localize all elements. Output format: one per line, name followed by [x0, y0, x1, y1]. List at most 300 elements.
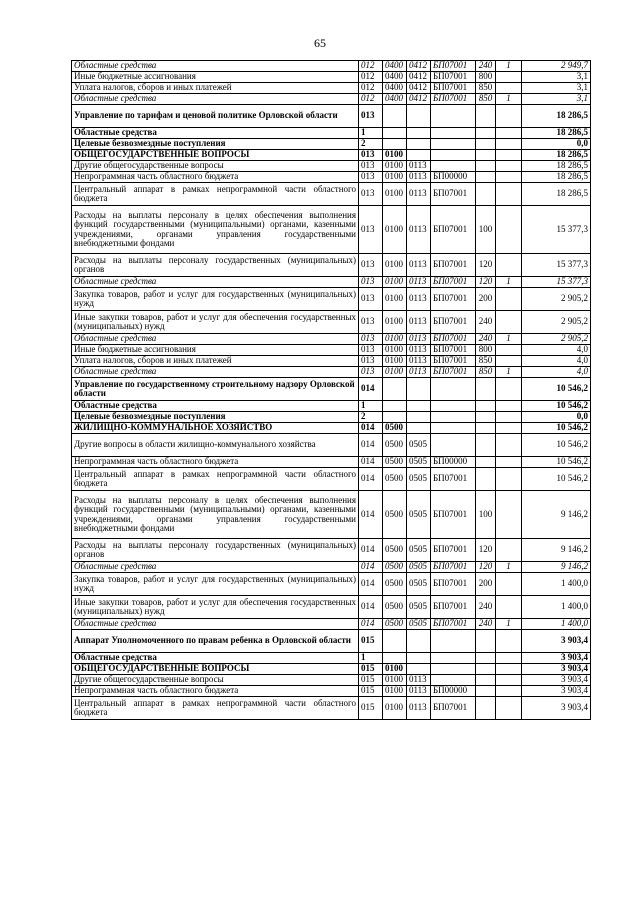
row-gr-code: 014 [359, 573, 383, 596]
row-funding-type [496, 468, 522, 491]
row-expense-type: 800 [476, 72, 496, 83]
row-subsection-code: 0113 [407, 345, 431, 356]
row-expense-type [476, 139, 496, 150]
row-target-article: БП07001 [431, 697, 476, 720]
row-gr-code: 014 [359, 468, 383, 491]
row-expense-type: 100 [476, 206, 496, 254]
row-name: Управление по тарифам и ценовой политике Орловской области [72, 105, 359, 128]
row-section-code: 0500 [383, 468, 407, 491]
row-name: Центральный аппарат в рамках непрограммной части областного бюджета [72, 697, 359, 720]
row-target-article: БП07001 [431, 334, 476, 345]
row-section-code: 0100 [383, 172, 407, 183]
row-name: Целевые безвозмездные поступления [72, 139, 359, 150]
table-row [72, 468, 591, 491]
row-amount: 18 286,5 [522, 128, 591, 139]
row-gr-code: 2 [359, 139, 383, 150]
row-amount: 3 903,4 [522, 630, 591, 653]
row-section-code [383, 128, 407, 139]
row-name: Другие общегосударственные вопросы [72, 675, 359, 686]
row-name: Расходы на выплаты персоналу в целях обеспечения выполнения функций государственными (муниципальными) органами, казенными учреждениями, органами управления государственными внебюджетными фондами [72, 491, 359, 539]
row-subsection-code: 0113 [407, 686, 431, 697]
row-funding-type: 1 [496, 334, 522, 345]
table-row [72, 334, 591, 345]
row-subsection-code: 0113 [407, 172, 431, 183]
row-subsection-code: 0113 [407, 311, 431, 334]
row-funding-type [496, 457, 522, 468]
row-amount: 9 146,2 [522, 491, 591, 539]
row-name: Центральный аппарат в рамках непрограммной части областного бюджета [72, 183, 359, 206]
row-section-code: 0100 [383, 288, 407, 311]
table-row [72, 378, 591, 401]
row-target-article [431, 423, 476, 434]
row-expense-type: 200 [476, 573, 496, 596]
row-target-article: БП07001 [431, 539, 476, 562]
row-section-code: 0400 [383, 94, 407, 105]
row-expense-type [476, 434, 496, 457]
row-expense-type [476, 172, 496, 183]
row-section-code: 0100 [383, 686, 407, 697]
row-subsection-code [407, 412, 431, 423]
table-row [72, 653, 591, 664]
row-name: Областные средства [72, 562, 359, 573]
row-target-article: БП07001 [431, 491, 476, 539]
row-section-code: 0100 [383, 183, 407, 206]
row-name: Целевые безвозмездные поступления [72, 412, 359, 423]
table-row [72, 128, 591, 139]
row-expense-type [476, 378, 496, 401]
row-name: Непрограммная часть областного бюджета [72, 686, 359, 697]
row-section-code: 0400 [383, 61, 407, 72]
row-subsection-code [407, 653, 431, 664]
row-subsection-code: 0113 [407, 288, 431, 311]
row-name: Уплата налогов, сборов и иных платежей [72, 356, 359, 367]
row-subsection-code: 0113 [407, 254, 431, 277]
row-name: Иные бюджетные ассигнования [72, 72, 359, 83]
row-subsection-code: 0113 [407, 277, 431, 288]
row-funding-type [496, 288, 522, 311]
row-section-code: 0100 [383, 675, 407, 686]
table-row [72, 254, 591, 277]
row-section-code [383, 412, 407, 423]
table-row [72, 423, 591, 434]
row-funding-type [496, 630, 522, 653]
row-expense-type [476, 423, 496, 434]
row-expense-type [476, 675, 496, 686]
row-section-code: 0500 [383, 491, 407, 539]
row-amount: 2 905,2 [522, 288, 591, 311]
row-amount: 4,0 [522, 345, 591, 356]
row-name: Закупка товаров, работ и услуг для государственных (муниципальных) нужд [72, 288, 359, 311]
row-amount: 3,1 [522, 94, 591, 105]
row-amount: 3 903,4 [522, 653, 591, 664]
row-funding-type [496, 697, 522, 720]
table-row [72, 664, 591, 675]
row-subsection-code [407, 128, 431, 139]
row-name: Непрограммная часть областного бюджета [72, 172, 359, 183]
row-target-article: БП07001 [431, 311, 476, 334]
row-gr-code: 015 [359, 686, 383, 697]
row-subsection-code: 0412 [407, 94, 431, 105]
row-subsection-code: 0412 [407, 83, 431, 94]
row-expense-type [476, 105, 496, 128]
row-target-article: БП00000 [431, 686, 476, 697]
table-row [72, 83, 591, 94]
row-funding-type [496, 105, 522, 128]
row-gr-code: 014 [359, 562, 383, 573]
row-subsection-code: 0505 [407, 468, 431, 491]
row-name: Управление по государственному строительному надзору Орловской области [72, 378, 359, 401]
row-subsection-code [407, 423, 431, 434]
row-amount: 10 546,2 [522, 434, 591, 457]
row-section-code [383, 630, 407, 653]
page-number: 65 [314, 36, 326, 50]
row-target-article: БП07001 [431, 367, 476, 378]
row-expense-type [476, 686, 496, 697]
row-subsection-code [407, 401, 431, 412]
row-expense-type: 240 [476, 596, 496, 619]
row-section-code [383, 378, 407, 401]
row-name: Закупка товаров, работ и услуг для государственных (муниципальных) нужд [72, 573, 359, 596]
row-target-article: БП07001 [431, 183, 476, 206]
row-amount: 0,0 [522, 139, 591, 150]
table-row [72, 675, 591, 686]
row-target-article [431, 675, 476, 686]
row-name: Областные средства [72, 367, 359, 378]
row-target-article [431, 128, 476, 139]
row-gr-code: 014 [359, 457, 383, 468]
row-target-article: БП07001 [431, 72, 476, 83]
row-gr-code: 013 [359, 288, 383, 311]
row-section-code: 0100 [383, 334, 407, 345]
row-amount: 3,1 [522, 72, 591, 83]
row-expense-type: 120 [476, 277, 496, 288]
row-expense-type: 850 [476, 83, 496, 94]
row-funding-type: 1 [496, 277, 522, 288]
row-expense-type [476, 630, 496, 653]
table-row [72, 277, 591, 288]
row-amount: 9 146,2 [522, 562, 591, 573]
row-section-code: 0100 [383, 367, 407, 378]
row-gr-code: 1 [359, 401, 383, 412]
row-funding-type [496, 345, 522, 356]
row-target-article [431, 105, 476, 128]
row-gr-code: 013 [359, 334, 383, 345]
row-funding-type [496, 183, 522, 206]
table-row [72, 573, 591, 596]
row-section-code: 0100 [383, 150, 407, 161]
table-row [72, 161, 591, 172]
row-amount: 10 546,2 [522, 378, 591, 401]
row-amount: 3 903,4 [522, 697, 591, 720]
row-funding-type [496, 653, 522, 664]
table-row [72, 356, 591, 367]
row-target-article [431, 664, 476, 675]
row-target-article [431, 150, 476, 161]
row-subsection-code: 0505 [407, 491, 431, 539]
row-funding-type: 1 [496, 367, 522, 378]
row-expense-type [476, 401, 496, 412]
row-target-article [431, 653, 476, 664]
row-funding-type [496, 83, 522, 94]
table-row [72, 697, 591, 720]
row-expense-type: 240 [476, 619, 496, 630]
table-row [72, 619, 591, 630]
row-section-code: 0100 [383, 356, 407, 367]
row-section-code [383, 401, 407, 412]
row-amount: 15 377,3 [522, 206, 591, 254]
row-gr-code: 013 [359, 172, 383, 183]
row-name: Областные средства [72, 61, 359, 72]
row-gr-code: 012 [359, 61, 383, 72]
row-funding-type [496, 412, 522, 423]
row-name: ОБЩЕГОСУДАРСТВЕННЫЕ ВОПРОСЫ [72, 664, 359, 675]
row-amount: 3 903,4 [522, 664, 591, 675]
table-row [72, 105, 591, 128]
row-name: Иные закупки товаров, работ и услуг для обеспечения государственных (муниципальных) нужд [72, 596, 359, 619]
row-section-code: 0500 [383, 539, 407, 562]
table-row [72, 94, 591, 105]
row-section-code: 0100 [383, 206, 407, 254]
row-section-code [383, 139, 407, 150]
row-funding-type [496, 675, 522, 686]
row-section-code: 0500 [383, 423, 407, 434]
row-subsection-code: 0505 [407, 596, 431, 619]
table-row [72, 539, 591, 562]
table-row [72, 183, 591, 206]
row-section-code: 0400 [383, 72, 407, 83]
row-target-article: БП07001 [431, 206, 476, 254]
row-funding-type [496, 139, 522, 150]
row-name: Областные средства [72, 128, 359, 139]
row-name: Расходы на выплаты персоналу государственных (муниципальных) органов [72, 254, 359, 277]
row-expense-type [476, 183, 496, 206]
row-expense-type: 240 [476, 61, 496, 72]
row-name: Уплата налогов, сборов и иных платежей [72, 83, 359, 94]
row-name: Расходы на выплаты персоналу государственных (муниципальных) органов [72, 539, 359, 562]
row-amount: 3,1 [522, 83, 591, 94]
table-row [72, 150, 591, 161]
row-gr-code: 014 [359, 423, 383, 434]
row-funding-type [496, 539, 522, 562]
row-subsection-code: 0505 [407, 539, 431, 562]
row-name: Другие вопросы в области жилищно-коммунального хозяйства [72, 434, 359, 457]
row-gr-code: 013 [359, 277, 383, 288]
row-target-article: БП07001 [431, 277, 476, 288]
row-funding-type [496, 72, 522, 83]
row-section-code: 0500 [383, 596, 407, 619]
row-target-article: БП07001 [431, 288, 476, 311]
row-subsection-code: 0505 [407, 573, 431, 596]
row-subsection-code: 0113 [407, 334, 431, 345]
row-expense-type [476, 128, 496, 139]
row-subsection-code: 0505 [407, 457, 431, 468]
row-gr-code: 014 [359, 619, 383, 630]
row-name: Непрограммная часть областного бюджета [72, 457, 359, 468]
row-amount: 9 146,2 [522, 539, 591, 562]
row-section-code: 0400 [383, 83, 407, 94]
row-funding-type [496, 311, 522, 334]
row-subsection-code [407, 139, 431, 150]
row-name: Областные средства [72, 653, 359, 664]
row-target-article: БП07001 [431, 61, 476, 72]
row-gr-code: 015 [359, 664, 383, 675]
row-target-article [431, 401, 476, 412]
table-row [72, 401, 591, 412]
row-gr-code: 013 [359, 345, 383, 356]
table-row [72, 311, 591, 334]
row-subsection-code: 0113 [407, 697, 431, 720]
row-amount: 4,0 [522, 356, 591, 367]
table-row [72, 630, 591, 653]
row-gr-code: 013 [359, 311, 383, 334]
row-section-code: 0500 [383, 434, 407, 457]
row-gr-code: 013 [359, 150, 383, 161]
row-target-article: БП00000 [431, 457, 476, 468]
row-target-article [431, 434, 476, 457]
row-name: Областные средства [72, 277, 359, 288]
row-section-code [383, 105, 407, 128]
row-gr-code: 014 [359, 539, 383, 562]
row-expense-type [476, 161, 496, 172]
row-funding-type [496, 423, 522, 434]
table-row [72, 596, 591, 619]
row-section-code: 0500 [383, 573, 407, 596]
table-row [72, 562, 591, 573]
row-funding-type [496, 686, 522, 697]
row-gr-code: 013 [359, 183, 383, 206]
row-funding-type [496, 254, 522, 277]
row-gr-code: 1 [359, 128, 383, 139]
row-target-article: БП00000 [431, 172, 476, 183]
row-target-article: БП07001 [431, 596, 476, 619]
row-gr-code: 013 [359, 206, 383, 254]
row-subsection-code [407, 150, 431, 161]
row-target-article: БП07001 [431, 619, 476, 630]
row-funding-type: 1 [496, 94, 522, 105]
row-name: Расходы на выплаты персоналу в целях обеспечения выполнения функций государственными (муниципальными) органами, казенными учреждениями, органами управления государственными внебюджетными фондами [72, 206, 359, 254]
row-funding-type [496, 401, 522, 412]
row-target-article [431, 161, 476, 172]
row-expense-type: 850 [476, 356, 496, 367]
row-funding-type: 1 [496, 562, 522, 573]
row-gr-code: 013 [359, 105, 383, 128]
row-expense-type: 100 [476, 491, 496, 539]
row-target-article [431, 378, 476, 401]
row-section-code: 0100 [383, 664, 407, 675]
row-subsection-code: 0505 [407, 434, 431, 457]
row-funding-type [496, 378, 522, 401]
row-funding-type [496, 161, 522, 172]
row-name: Центральный аппарат в рамках непрограммной части областного бюджета [72, 468, 359, 491]
row-name: Областные средства [72, 401, 359, 412]
row-gr-code: 012 [359, 83, 383, 94]
row-funding-type [496, 434, 522, 457]
row-amount: 0,0 [522, 412, 591, 423]
row-section-code: 0500 [383, 562, 407, 573]
row-expense-type [476, 664, 496, 675]
row-subsection-code [407, 664, 431, 675]
table-row [72, 61, 591, 72]
row-amount: 1 400,0 [522, 596, 591, 619]
row-gr-code: 013 [359, 161, 383, 172]
row-gr-code: 015 [359, 697, 383, 720]
row-subsection-code: 0113 [407, 367, 431, 378]
row-funding-type: 1 [496, 61, 522, 72]
row-target-article: БП07001 [431, 356, 476, 367]
row-expense-type: 120 [476, 562, 496, 573]
row-funding-type [496, 128, 522, 139]
row-subsection-code: 0113 [407, 206, 431, 254]
row-expense-type [476, 653, 496, 664]
table-row [72, 367, 591, 378]
row-amount: 2 949,7 [522, 61, 591, 72]
row-section-code [383, 653, 407, 664]
row-amount: 18 286,5 [522, 161, 591, 172]
row-name: ОБЩЕГОСУДАРСТВЕННЫЕ ВОПРОСЫ [72, 150, 359, 161]
row-subsection-code [407, 630, 431, 653]
table-row [72, 686, 591, 697]
row-amount: 15 377,3 [522, 277, 591, 288]
row-amount: 2 905,2 [522, 334, 591, 345]
row-subsection-code: 0505 [407, 562, 431, 573]
row-section-code: 0500 [383, 457, 407, 468]
row-name: Другие общегосударственные вопросы [72, 161, 359, 172]
row-amount: 18 286,5 [522, 105, 591, 128]
row-section-code: 0100 [383, 345, 407, 356]
row-name: Областные средства [72, 334, 359, 345]
table-row [72, 457, 591, 468]
row-expense-type: 240 [476, 311, 496, 334]
row-amount: 15 377,3 [522, 254, 591, 277]
row-gr-code: 013 [359, 367, 383, 378]
row-amount: 10 546,2 [522, 423, 591, 434]
row-subsection-code: 0412 [407, 61, 431, 72]
row-amount: 18 286,5 [522, 172, 591, 183]
row-target-article [431, 139, 476, 150]
table-row [72, 206, 591, 254]
table-row [72, 491, 591, 539]
row-target-article: БП07001 [431, 468, 476, 491]
row-expense-type [476, 412, 496, 423]
row-gr-code: 013 [359, 356, 383, 367]
row-amount: 10 546,2 [522, 457, 591, 468]
row-target-article: БП07001 [431, 83, 476, 94]
row-target-article: БП07001 [431, 573, 476, 596]
table-row [72, 172, 591, 183]
row-funding-type [496, 596, 522, 619]
row-expense-type [476, 468, 496, 491]
row-expense-type: 120 [476, 254, 496, 277]
row-gr-code: 1 [359, 653, 383, 664]
budget-table [71, 60, 591, 720]
table-row [72, 288, 591, 311]
row-gr-code: 014 [359, 491, 383, 539]
row-amount: 1 400,0 [522, 619, 591, 630]
row-expense-type: 240 [476, 334, 496, 345]
row-section-code: 0100 [383, 254, 407, 277]
row-section-code: 0100 [383, 161, 407, 172]
row-funding-type [496, 491, 522, 539]
row-name: ЖИЛИЩНО-КОММУНАЛЬНОЕ ХОЗЯЙСТВО [72, 423, 359, 434]
row-gr-code: 015 [359, 630, 383, 653]
row-amount: 2 905,2 [522, 311, 591, 334]
row-subsection-code [407, 378, 431, 401]
row-expense-type [476, 150, 496, 161]
table-row [72, 412, 591, 423]
row-amount: 3 903,4 [522, 675, 591, 686]
row-gr-code: 013 [359, 254, 383, 277]
row-expense-type: 200 [476, 288, 496, 311]
